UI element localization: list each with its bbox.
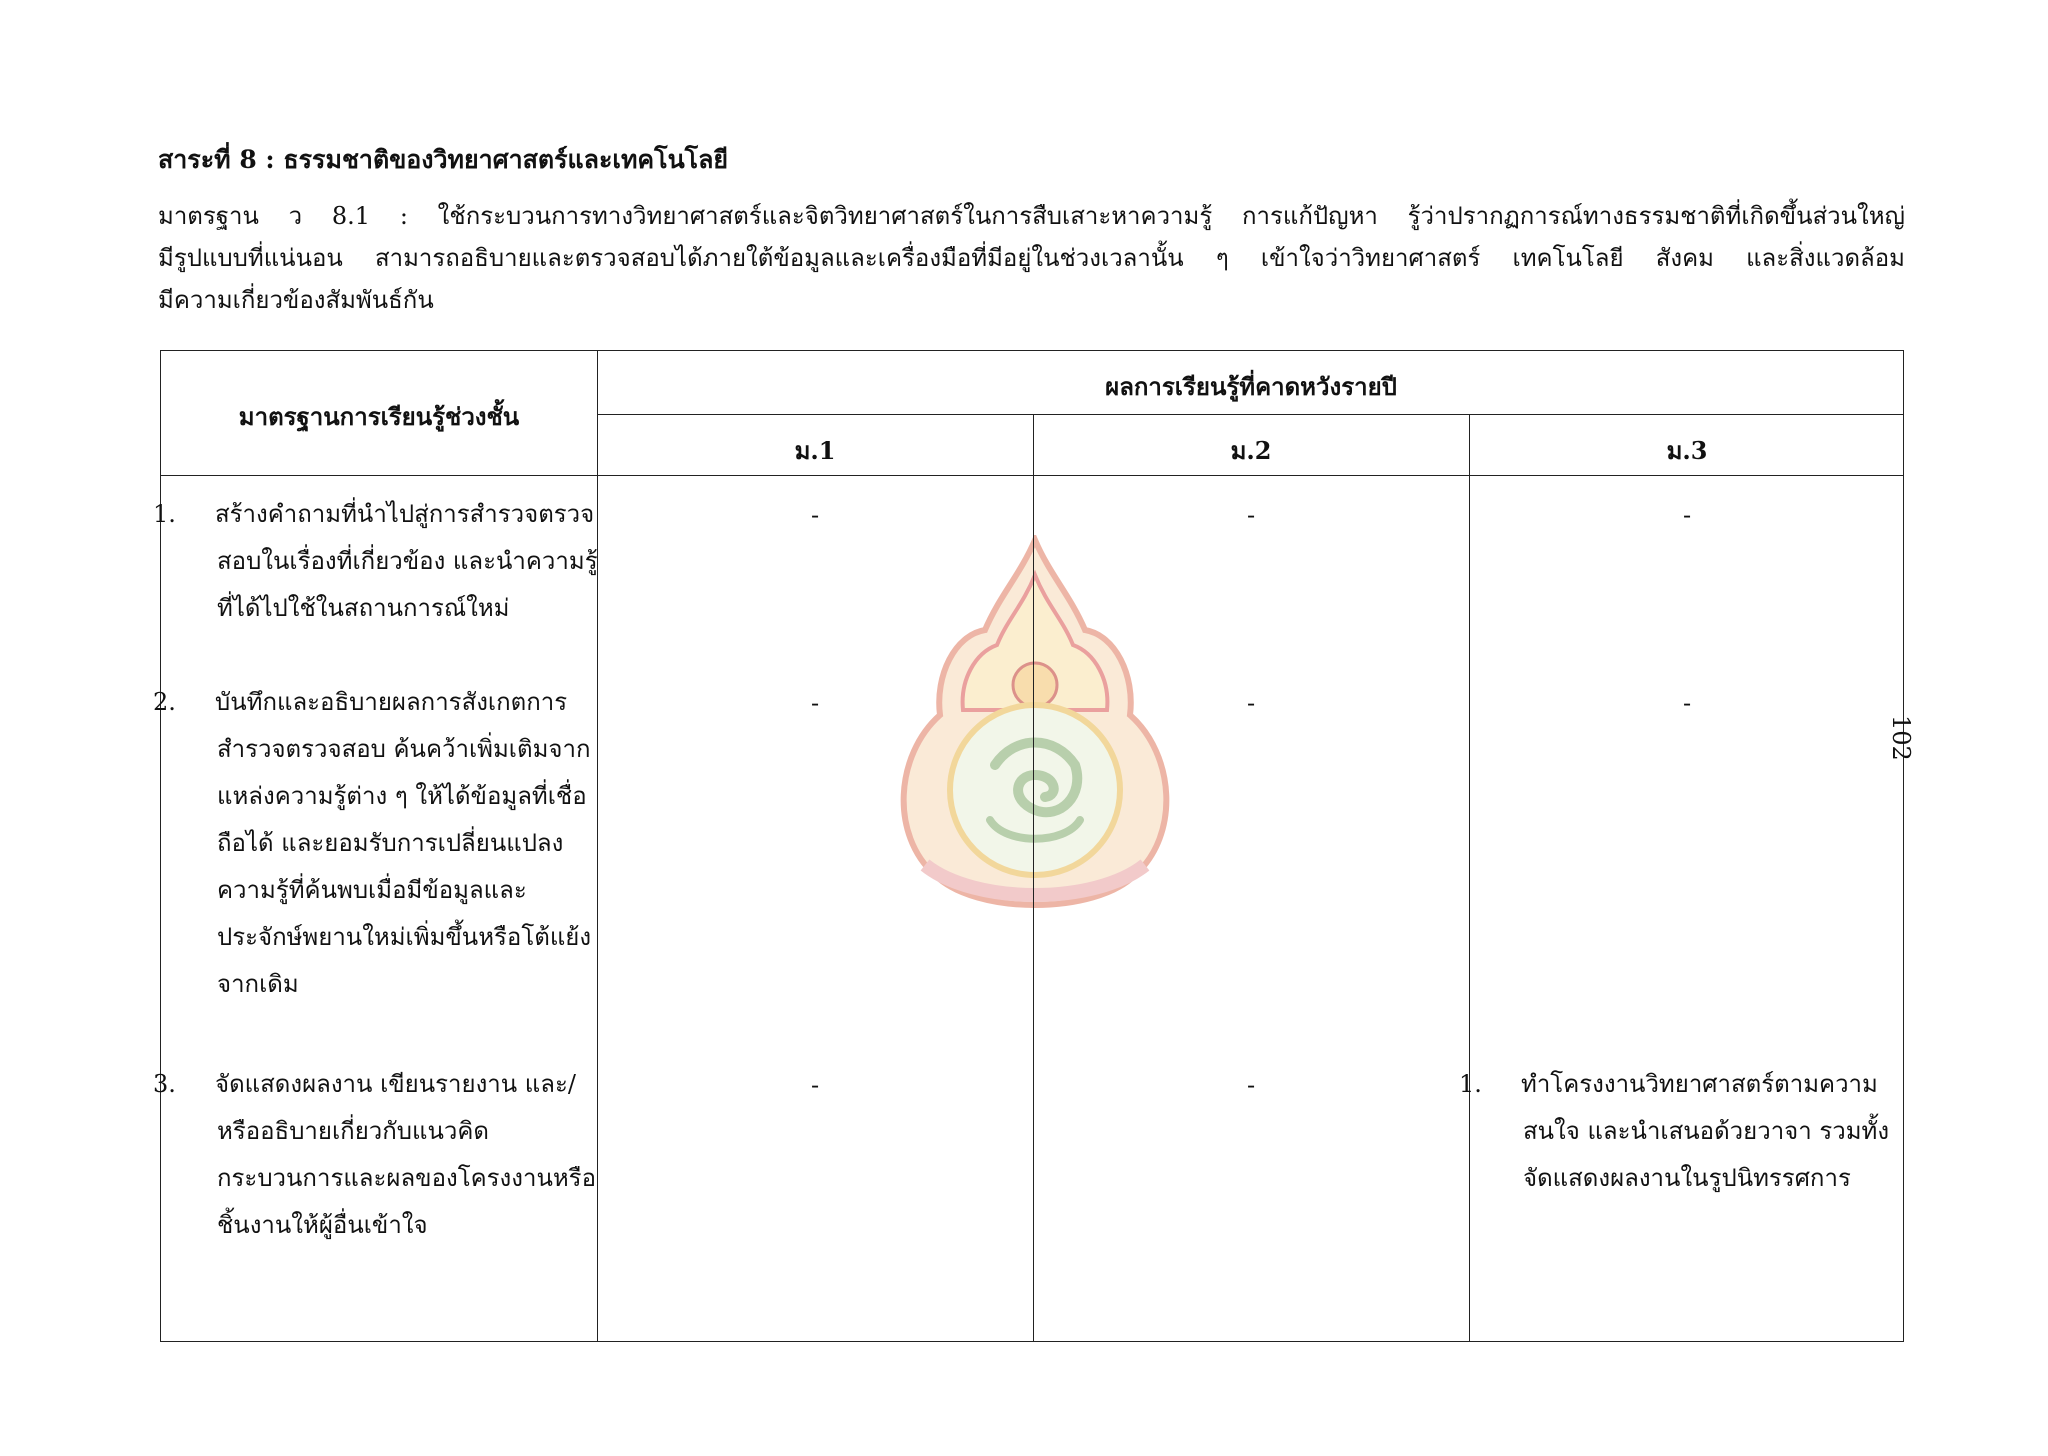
table-row-2-standard <box>153 679 602 1008</box>
learning-standards-table <box>153 350 1904 1342</box>
table-row-3-m2: - <box>1246 1071 1256 1099</box>
page-number: 102 <box>1887 715 1915 761</box>
col-header-m3: ม.3 <box>1666 436 1708 465</box>
row-number: 1. <box>153 500 176 528</box>
row-text: บันทึกและอธิบายผลการสังเกตการสำรวจตรวจสอบ ค้นคว้าเพิ่มเติมจากแหล่งความรู้ต่าง ๆ ให้ได้ข้อมูลที่เชื่อถือได้ และยอมรับการเปลี่ยนแปลงความรู้ที่ค้นพบเมื่อมีข้อมูลและประจักษ์พยานใหม่เพิ่มขึ้นหรือโต้แย้งจากเดิม <box>215 688 592 998</box>
col-header-m1: ม.1 <box>794 436 836 465</box>
row-text: ทำโครงงานวิทยาศาสตร์ตามความสนใจ และนำเสนอด้วยวาจา รวมทั้งจัดแสดงผลงานในรูปนิทรรศการ <box>1521 1070 1890 1192</box>
table-row-3-standard <box>153 1061 602 1249</box>
header-divider <box>597 414 1903 415</box>
table-row-2-m3: - <box>1682 689 1692 717</box>
table-row-2-m1: - <box>810 689 820 717</box>
table-row-3-m3 <box>1459 1061 1918 1202</box>
standard-line-3: มีความเกี่ยวข้องสัมพันธ์กัน <box>158 286 434 314</box>
column-divider <box>1469 414 1470 1341</box>
standard-statement <box>158 195 1905 321</box>
row-text: จัดแสดงผลงาน เขียนรายงาน และ/หรืออธิบายเกี่ยวกับแนวคิด กระบวนการและผลของโครงงานหรือชิ้นงานให้ผู้อื่นเข้าใจ <box>215 1070 596 1239</box>
row-number: 2. <box>153 688 176 716</box>
standard-line-2: มีรูปแบบที่แน่นอน สามารถอธิบายและตรวจสอบได้ภายใต้ข้อมูลและเครื่องมือที่มีอยู่ในช่วงเวลานั้น ๆ เข้าใจว่าวิทยาศาสตร์ เทคโนโลยี สังคม และสิ่งแวดล้อม <box>158 244 1905 272</box>
standard-line-1: มาตรฐาน ว 8.1 : ใช้กระบวนการทางวิทยาศาสตร์และจิตวิทยาศาสตร์ในการสืบเสาะหาความรู้ การแก้ปัญหา รู้ว่าปรากฏการณ์ทางธรรมชาติที่เกิดขึ้นส่วนใหญ่ <box>158 202 1905 230</box>
row-number: 1. <box>1459 1070 1482 1098</box>
table-row-1-m3: - <box>1682 501 1692 529</box>
col-header-expected-outcomes: ผลการเรียนรู้ที่คาดหวังรายปี <box>1105 372 1397 401</box>
col-header-standard: มาตรฐานการเรียนรู้ช่วงชั้น <box>238 402 520 431</box>
table-row-3-m1: - <box>810 1071 820 1099</box>
table-row-1-m2: - <box>1246 501 1256 529</box>
row-text: สร้างคำถามที่นำไปสู่การสำรวจตรวจสอบในเรื่องที่เกี่ยวข้อง และนำความรู้ที่ได้ไปใช้ในสถานการณ์ใหม่ <box>215 500 598 622</box>
table-row-1-m1: - <box>810 501 820 529</box>
row-number: 3. <box>153 1070 176 1098</box>
page-title: สาระที่ 8 : ธรรมชาติของวิทยาศาสตร์และเทคโนโลยี <box>158 145 729 174</box>
table-row-1-standard <box>153 491 602 632</box>
table-row-2-m2: - <box>1246 689 1256 717</box>
header-bottom-border <box>161 475 1903 476</box>
column-divider <box>1033 414 1034 1341</box>
col-header-m2: ม.2 <box>1230 436 1272 465</box>
